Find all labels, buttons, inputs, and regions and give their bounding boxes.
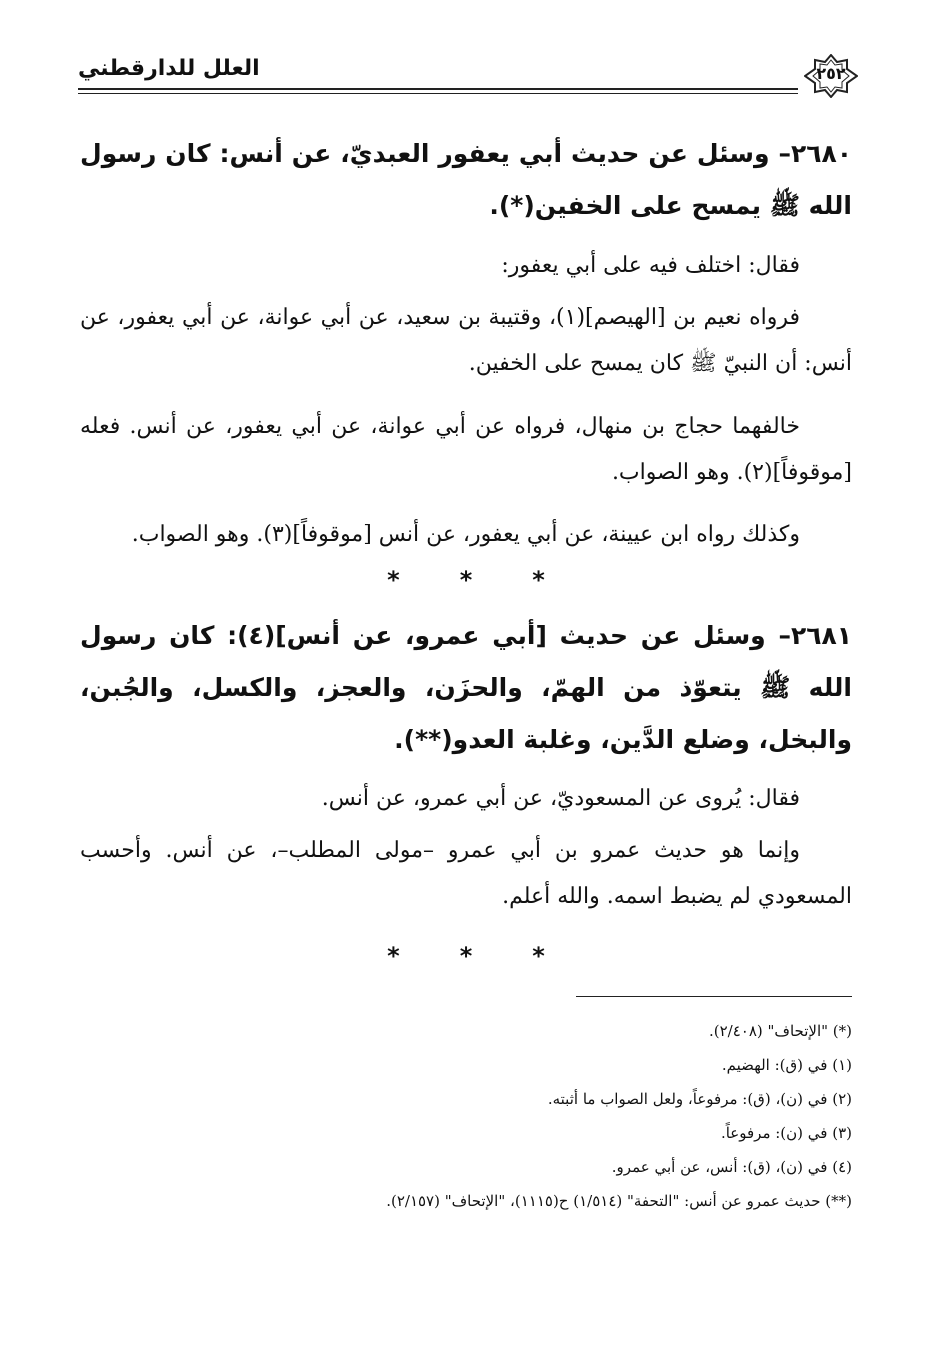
footnote-2: (٢) في (ن)، (ق): مرفوعاً، ولعل الصواب ما أثبته. — [547, 1090, 852, 1108]
entry-2681-heading: ٢٦٨١– وسئل عن حديث [أبي عمرو، عن أنس](٤): كان رسول الله ﷺ يتعوّذ من الهمّ، والحزَن، والعجز، والكسل، والجُبن، والبخل، وضلع الدَّين، وغلبة العدو(**). — [80, 621, 853, 754]
entry-2680-paragraph-2: فرواه نعيم بن [الهيصم](١)، وقتيبة بن سعيد، عن أبي عوانة، عن أبي يعفور، عن أنس: أن النبيّ ﷺ كان يمسح على الخفين. — [80, 305, 852, 376]
separator-star: * — [532, 942, 545, 970]
footnote-1: (١) في (ق): الهضيم. — [721, 1056, 852, 1074]
footnote-double-star: (**) حديث عمرو عن أنس: "التحفة" (١/٥١٤) ح(١١١٥)، "الإتحاف" (٢/١٥٧). — [386, 1192, 852, 1210]
footnote-rule — [576, 996, 852, 997]
entry-2681-paragraph-2: وإنما هو حديث عمرو بن أبي عمرو –مولى المطلب–، عن أنس. وأحسب المسعودي لم يضبط اسمه. والله أعلم. — [80, 838, 852, 909]
footnote-4: (٤) في (ن)، (ق): أنس، عن أبي عمرو. — [611, 1158, 852, 1176]
footnote-3: (٣) في (ن): مرفوعاً. — [720, 1124, 852, 1142]
entry-2681-paragraph-1: فقال: يُروى عن المسعوديّ، عن أبي عمرو، عن أنس. — [321, 786, 800, 811]
footnotes — [80, 1014, 852, 1218]
separator-star: * — [459, 566, 473, 594]
section-separator — [80, 566, 852, 594]
entry-2680-paragraph-4: وكذلك رواه ابن عيينة، عن أبي يعفور، عن أنس [موقوفاً](٣). وهو الصواب. — [131, 522, 800, 547]
page-number-badge — [804, 54, 858, 98]
separator-star: * — [459, 942, 473, 970]
footnote-star: (*) "الإتحاف" (٢/٤٠٨). — [709, 1022, 852, 1040]
header-rule — [78, 88, 798, 90]
running-header — [78, 54, 858, 98]
entry-2680-paragraph-3: خالفهما حجاج بن منهال، فرواه عن أبي عوانة، عن أبي يعفور، عن أنس. فعله [موقوفاً](٢). وهو الصواب. — [80, 414, 852, 485]
section-separator — [80, 942, 852, 970]
separator-star: * — [532, 566, 545, 594]
header-rule-thin — [78, 93, 798, 94]
separator-star: * — [387, 942, 400, 970]
page-number: ٢٥٢ — [816, 64, 846, 83]
book-title: العلل للدارقطني — [78, 56, 260, 81]
separator-star: * — [387, 566, 400, 594]
entry-2680-heading: ٢٦٨٠– وسئل عن حديث أبي يعفور العبديّ، عن أنس: كان رسول الله ﷺ يمسح على الخفين(*). — [80, 139, 852, 220]
entry-2680-paragraph-1: فقال: اختلف فيه على أبي يعفور: — [501, 253, 800, 278]
